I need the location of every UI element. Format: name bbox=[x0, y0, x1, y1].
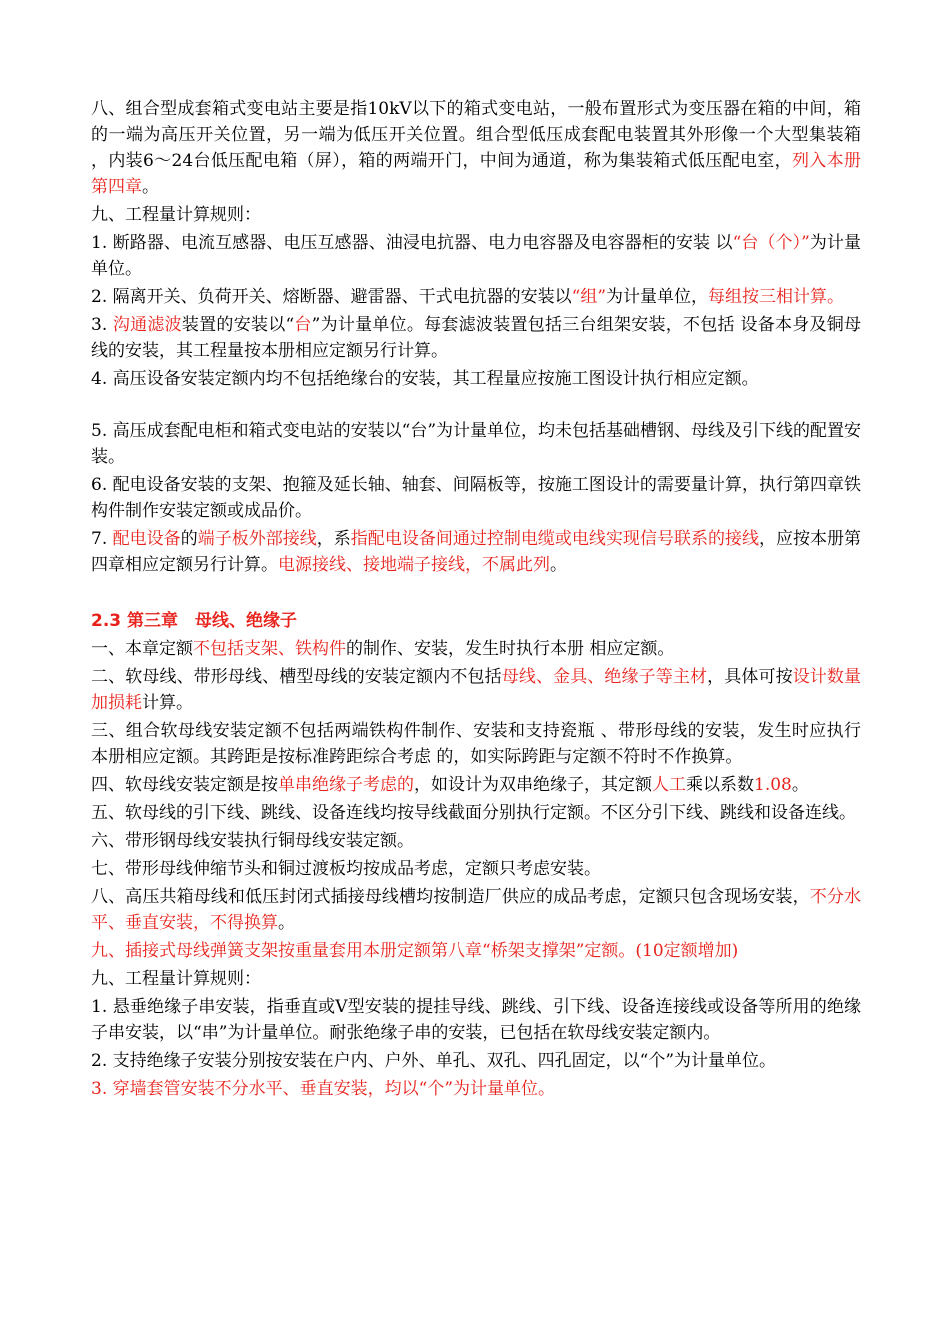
chapter3-item-5: 五、软母线的引下线、跳线、设备连线均按导线截面分别执行定额。不区分引下线、跳线和设备连线。 bbox=[91, 803, 856, 823]
rule-3 bbox=[91, 312, 861, 364]
chapter3-rules-title: 九、工程量计算规则： bbox=[91, 969, 261, 989]
highlight-text: 母线、金具、绝缘子等主材 bbox=[501, 667, 708, 687]
highlight-text: 人工 bbox=[652, 775, 686, 795]
chapter3-item-1 bbox=[91, 636, 861, 662]
highlight-text: 列入本册第四章 bbox=[91, 151, 861, 197]
rules-title: 九、工程量计算规则： bbox=[91, 205, 261, 225]
text: 二、软母线、带形母线、槽型母线的安装定额内不包括 bbox=[91, 667, 502, 687]
chapter3-item-4 bbox=[91, 772, 861, 798]
highlight-text: 电源接线、接地端子接线，不属此列 bbox=[278, 555, 550, 575]
highlight-text: 沟通滤波 bbox=[112, 315, 182, 335]
chapter3-item-3: 三、组合软母线安装定额不包括两端铁构件制作、安装和支持瓷瓶 、带形母线的安装，发生时应执行本册相应定额。其跨距是按标准跨距综合考虑 的，如实际跨距与定额不符时不作换算。 bbox=[91, 721, 861, 767]
chapter3-item-6: 六、带形钢母线安装执行铜母线安装定额。 bbox=[91, 831, 414, 851]
rule-6: 6. 配电设备安装的支架、抱箍及延长轴、轴套、间隔板等，按施工图设计的需要量计算，执行第四章铁构件制作安装定额或成品价。 bbox=[91, 475, 861, 521]
section-heading: 2.3 第三章 母线、绝缘子 bbox=[91, 611, 298, 631]
text: ，应按本册第四章相应定额另行计算。 bbox=[91, 529, 862, 575]
chapter3-rule-1: 1. 悬垂绝缘子串安装，指垂直或V型安装的提挂导线、跳线、引下线、设备连接线或设备等所用的绝缘子串安装，以“串”为计量单位。耐张绝缘子串的安装，已包括在软母线安装定额内。 bbox=[91, 997, 861, 1043]
highlight-text: 不分水平、垂直安装，不得换算 bbox=[91, 887, 862, 933]
highlight-text: 端子板外部接线 bbox=[197, 529, 317, 549]
text: 为计量单位， bbox=[606, 287, 709, 307]
text: 。 bbox=[791, 775, 809, 795]
text: 的制作、安装，发生时执行本册 相应定额。 bbox=[346, 639, 675, 659]
text: 。 bbox=[278, 913, 295, 933]
spacer bbox=[91, 580, 861, 608]
highlight-text: 配电设备 bbox=[112, 529, 181, 549]
rule-1 bbox=[91, 230, 861, 282]
spacer bbox=[91, 394, 861, 418]
rule-7 bbox=[91, 526, 861, 578]
text: 3. bbox=[91, 315, 113, 335]
text: 1. 断路器、电流互感器、电压互感器、油浸电抗器、电力电容器及电容器柜的安装 以 bbox=[91, 233, 733, 253]
text: 7. bbox=[91, 529, 113, 549]
rule-5: 5. 高压成套配电柜和箱式变电站的安装以“台”为计量单位，均未包括基础槽钢、母线及引下线的配置安装。 bbox=[91, 421, 862, 467]
highlight-text: “台（个）” bbox=[732, 233, 810, 253]
highlight-text: 设计数量加损耗 bbox=[91, 667, 862, 713]
text: 装置的安装以“ bbox=[181, 315, 295, 335]
chapter3-item-2 bbox=[91, 664, 861, 716]
text: ，具体可按 bbox=[707, 667, 793, 687]
text: ，系 bbox=[316, 529, 351, 549]
highlight-text: 每组按三相计算。 bbox=[708, 287, 845, 307]
chapter3-rule-3: 3. 穿墙套管安装不分水平、垂直安装，均以“个”为计量单位。 bbox=[91, 1079, 556, 1099]
text: ”为计量单位。每套滤波装置包括三台组架安装，不包括 设备本身及铜母线的安装，其工程量按本册相应定额另行计算。 bbox=[91, 315, 861, 361]
chapter3-item-7: 七、带形母线伸缩节头和铜过渡板均按成品考虑，定额只考虑安装。 bbox=[91, 859, 601, 879]
chapter3-item-8 bbox=[91, 884, 861, 936]
text: 。 bbox=[142, 177, 159, 197]
text: ，如设计为双串绝缘子，其定额 bbox=[414, 775, 652, 795]
text: 一、本章定额 bbox=[91, 639, 193, 659]
text: 四、软母线安装定额是按 bbox=[91, 775, 278, 795]
document-page bbox=[91, 96, 861, 1104]
text: 2. 隔离开关、负荷开关、熔断器、避雷器、干式电抗器的安装以 bbox=[91, 287, 572, 307]
text: 八、组合型成套箱式变电站主要是指10kV以下的箱式变电站，一般布置形式为变压器在箱的中间，箱的一端为高压开关位置，另一端为低压开关位置。组合型低压成套配电装置其外形像一个大型集装箱 ，内装6～24台低压配电箱（屏），箱的两端开门，中间为通道，称为集装箱式低压配电室， bbox=[91, 99, 861, 171]
chapter3-rule-2: 2. 支持绝缘子安装分别按安装在户内、户外、单孔、双孔、四孔固定，以“个”为计量单位。 bbox=[91, 1051, 777, 1071]
text: 的 bbox=[180, 529, 198, 549]
paragraph-box-substation bbox=[91, 96, 861, 200]
text: 乘以系数 bbox=[686, 775, 754, 795]
highlight-text: 不包括支架、铁构件 bbox=[193, 639, 346, 659]
rule-2 bbox=[91, 284, 861, 310]
text: 八、高压共箱母线和低压封闭式插接母线槽均按制造厂供应的成品考虑，定额只包含现场安装， bbox=[91, 887, 810, 907]
chapter3-item-9-added: 九、插接式母线弹簧支架按重量套用本册定额第八章“桥架支撑架”定额。(10定额增加) bbox=[91, 941, 739, 961]
highlight-text: 1.08 bbox=[754, 775, 792, 795]
text: 计算。 bbox=[142, 693, 193, 713]
highlight-text: 台 bbox=[294, 315, 312, 335]
text: 为计量单位。 bbox=[91, 233, 861, 279]
rule-4: 4. 高压设备安装定额内均不包括绝缘台的安装，其工程量应按施工图设计执行相应定额。 bbox=[91, 369, 759, 389]
text: 。 bbox=[550, 555, 567, 575]
highlight-text: 指配电设备间通过控制电缆或电线实现信号联系的接线 bbox=[350, 529, 760, 549]
highlight-text: 单串绝缘子考虑的 bbox=[278, 775, 414, 795]
highlight-text: “组” bbox=[571, 287, 607, 307]
